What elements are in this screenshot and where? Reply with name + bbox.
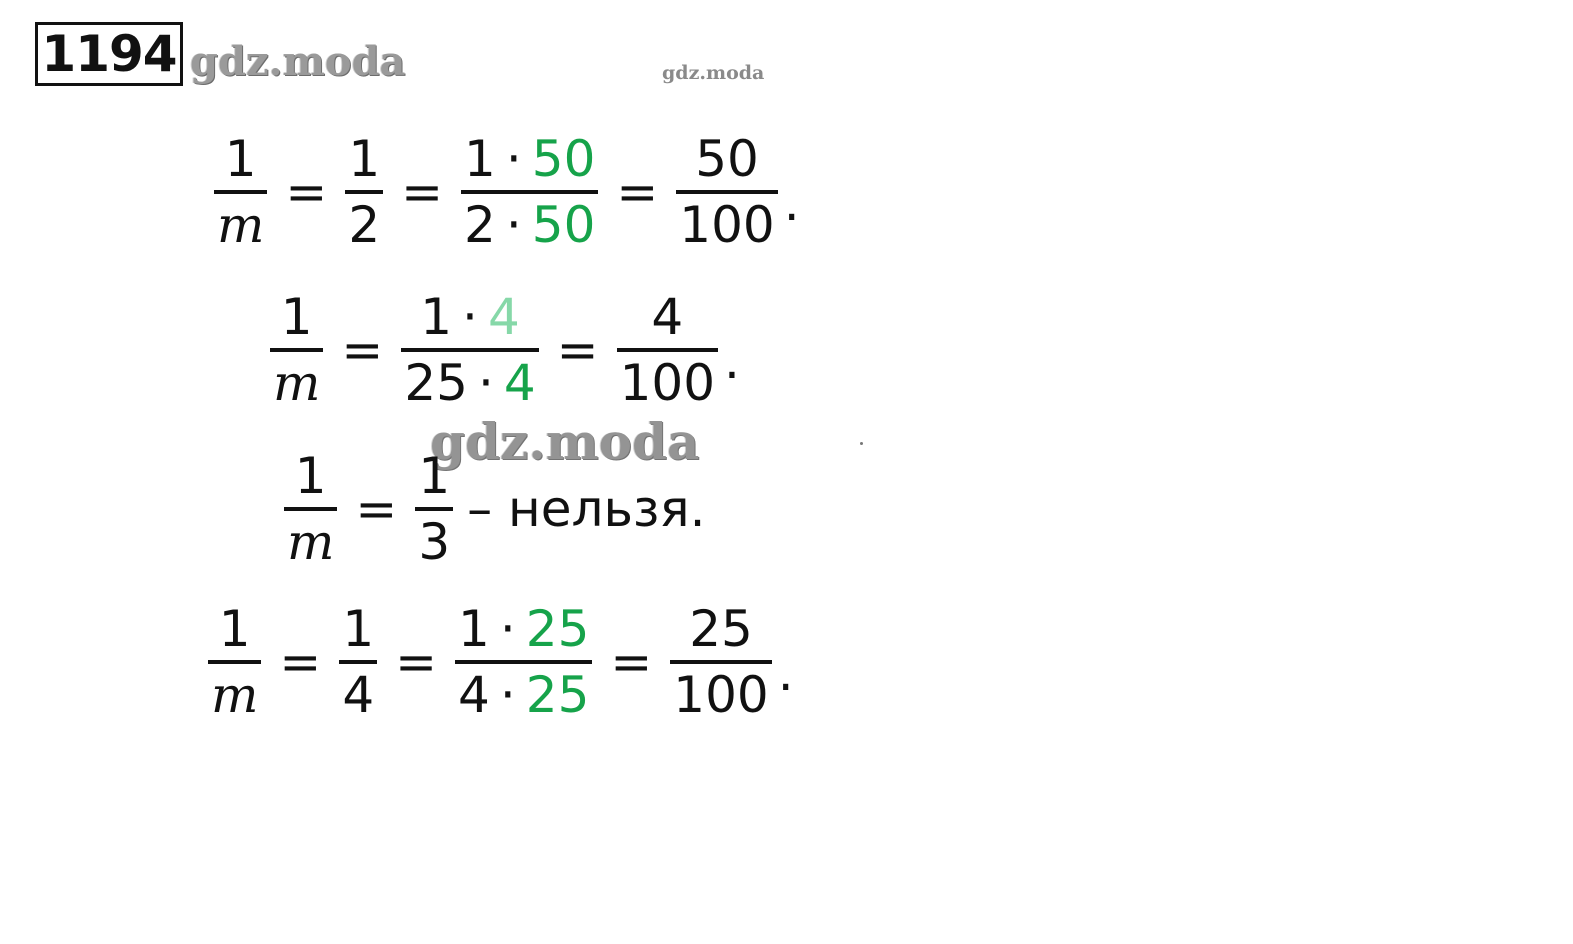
denominator: m	[287, 513, 335, 571]
equals-sign: =	[395, 633, 438, 691]
denominator: 2	[348, 196, 381, 254]
equation-4	[204, 598, 794, 726]
numerator: 1	[224, 130, 257, 188]
numerator: 1	[280, 288, 313, 346]
denominator: 25 · 4	[404, 354, 536, 412]
watermark-logo: gdz.moda	[190, 38, 406, 85]
equals-sign: =	[401, 163, 444, 221]
numerator: 1	[218, 600, 251, 658]
fraction-expanded	[401, 286, 538, 414]
numerator: 1	[294, 447, 327, 505]
period: .	[777, 644, 794, 702]
fraction-result	[676, 128, 777, 256]
denominator: m	[273, 354, 321, 412]
equals-sign: =	[279, 633, 322, 691]
equals-sign: =	[285, 163, 328, 221]
equals-sign: =	[616, 163, 659, 221]
denominator: 100	[679, 196, 775, 254]
numerator: 1 · 4	[420, 288, 520, 346]
numerator: 1	[348, 130, 381, 188]
fraction-given	[345, 128, 383, 256]
denominator: 100	[673, 666, 769, 724]
denominator: m	[211, 666, 259, 724]
equation-3	[280, 445, 705, 573]
numerator: 1	[418, 447, 451, 505]
equals-sign: =	[610, 633, 653, 691]
fraction-given	[415, 445, 453, 573]
equals-sign: =	[556, 321, 599, 379]
watermark-small: gdz.moda	[662, 62, 765, 84]
multiplier: 4	[503, 354, 536, 412]
multiplier: 50	[531, 130, 596, 188]
fraction-result	[670, 598, 771, 726]
equation-1	[210, 128, 800, 256]
numerator: 1 · 25	[458, 600, 590, 658]
impossible-note: – нельзя.	[467, 480, 706, 538]
period: .	[724, 332, 740, 390]
multiplier: 25	[525, 600, 590, 658]
fraction-lhs	[208, 598, 261, 726]
equals-sign: =	[355, 480, 398, 538]
numerator: 4	[651, 288, 684, 346]
watermark-center: gdz.moda	[430, 412, 700, 471]
denominator: 3	[418, 513, 451, 571]
equals-sign: =	[341, 321, 384, 379]
fraction-expanded	[461, 128, 598, 256]
period: .	[783, 174, 800, 232]
multiplier: 4	[487, 288, 520, 346]
fraction-lhs	[214, 128, 267, 256]
denominator: 2 · 50	[464, 196, 596, 254]
fraction-given	[339, 598, 377, 726]
numerator: 1 · 50	[464, 130, 596, 188]
denominator: 100	[619, 354, 716, 412]
numerator: 50	[695, 130, 759, 188]
scan-speck	[860, 442, 863, 445]
fraction-lhs	[284, 445, 337, 573]
fraction-expanded	[455, 598, 592, 726]
task-number: 1194	[35, 22, 183, 86]
denominator: 4	[342, 666, 375, 724]
fraction-lhs	[270, 286, 323, 414]
denominator: m	[217, 196, 265, 254]
multiplier: 25	[525, 666, 590, 724]
numerator: 25	[689, 600, 753, 658]
fraction-result	[617, 286, 718, 414]
equation-2	[266, 286, 740, 414]
denominator: 4 · 25	[458, 666, 590, 724]
numerator: 1	[342, 600, 375, 658]
multiplier: 50	[531, 196, 596, 254]
